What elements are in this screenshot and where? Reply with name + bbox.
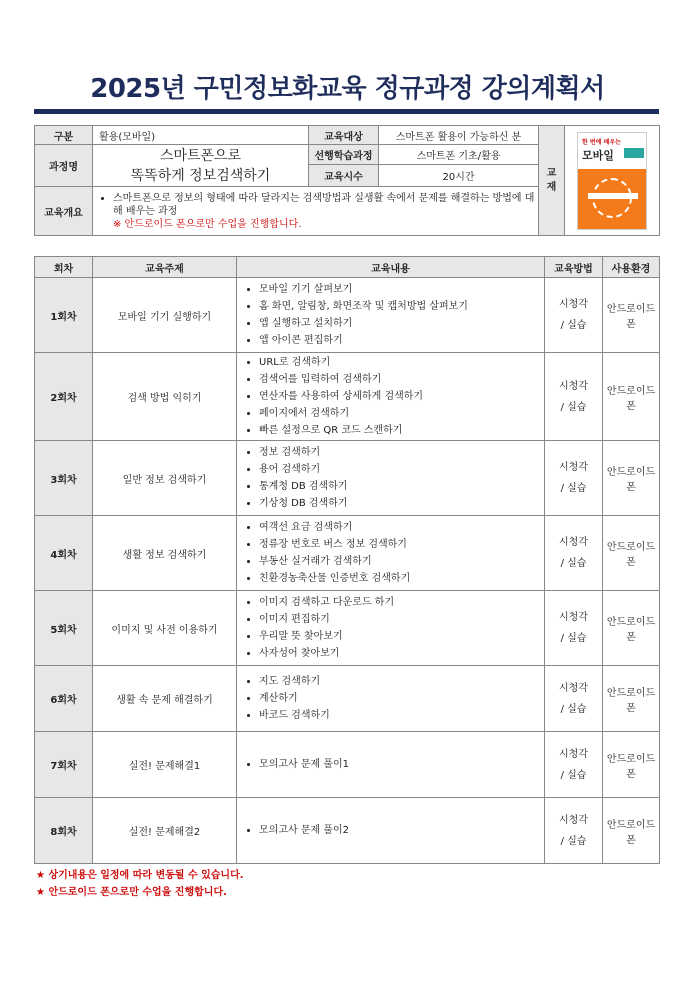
page-title: 2025년 구민정보화교육 정규과정 강의계획서 [90,74,605,104]
overview-note: ※ 안드로이드 폰으로만 수업을 진행합니다. [113,218,302,230]
content-item: • 기상청 DB 검색하기 [259,495,544,512]
schedule-row [35,353,660,441]
overview-text: • 스마트폰으로 정보의 형태에 따라 달라지는 검색방법과 실생활 속에서 문제를 해결하는 방법에 대해 배우는 과정 [113,192,538,218]
content-item: • 검색어를 입력하여 검색하기 [259,371,544,388]
header-content: 교육내용 [237,257,545,278]
session-environment: 안드로이드폰 [603,353,660,441]
session-number: 1회차 [35,278,93,353]
session-topic: 이미지 및 사전 이용하기 [93,591,237,666]
session-number: 2회차 [35,353,93,441]
session-method: 시청각 / 실습 [545,353,603,441]
target-value: 스마트폰 활용이 가능하신 분 [379,126,539,145]
overview-label: 교육개요 [35,187,93,236]
content-item: • 우리말 뜻 찾아보기 [259,628,544,645]
session-environment: 안드로이드폰 [603,591,660,666]
session-content [237,353,545,441]
schedule-row [35,441,660,516]
content-item: • 앱 실행하고 설치하기 [259,315,544,332]
content-item: • 연산자를 사용하여 상세하게 검색하기 [259,388,544,405]
session-number: 5회차 [35,591,93,666]
schedule-row [35,278,660,353]
session-content [237,591,545,666]
session-method: 시청각 / 실습 [545,278,603,353]
title-divider [34,109,659,114]
session-content [237,732,545,798]
session-topic: 생활 정보 검색하기 [93,516,237,591]
content-item: • 지도 검색하기 [259,673,544,690]
course-label: 과정명 [35,145,93,187]
content-item: • 모바일 기기 살펴보기 [259,281,544,298]
header-session: 회차 [35,257,93,278]
overview-content [93,187,539,236]
content-item: • 페이지에서 검색하기 [259,405,544,422]
session-environment: 안드로이드폰 [603,732,660,798]
session-number: 4회차 [35,516,93,591]
session-topic: 일반 정보 검색하기 [93,441,237,516]
session-method: 시청각 / 실습 [545,441,603,516]
content-item: • 빠른 설정으로 QR 코드 스캔하기 [259,422,544,439]
content-item: • 이미지 편집하기 [259,611,544,628]
schedule-row [35,666,660,732]
session-environment: 안드로이드폰 [603,798,660,864]
content-item: • 정보 검색하기 [259,444,544,461]
session-environment: 안드로이드폰 [603,666,660,732]
book-cover-image: 한 번에 배우는 모바일 [577,132,647,230]
session-content [237,441,545,516]
content-item: • 이미지 검색하고 다운로드 하기 [259,594,544,611]
session-content [237,798,545,864]
content-item: • 모의고사 문제 풀이1 [259,756,544,773]
schedule-row [35,516,660,591]
hours-label: 교육시수 [309,165,379,187]
textbook-cover [565,126,660,236]
content-item: • 사자성어 찾아보기 [259,645,544,662]
session-content [237,278,545,353]
schedule-row [35,798,660,864]
session-topic: 실전! 문제해결2 [93,798,237,864]
session-number: 7회차 [35,732,93,798]
session-topic: 생활 속 문제 해결하기 [93,666,237,732]
content-item: • 계산하기 [259,690,544,707]
prereq-value: 스마트폰 기초/활용 [379,145,539,165]
hours-value: 20시간 [379,165,539,187]
content-item: • 친환경농축산물 인증번호 검색하기 [259,570,544,587]
content-item: • 용어 검색하기 [259,461,544,478]
session-environment: 안드로이드폰 [603,441,660,516]
content-item: • 정류장 번호로 버스 정보 검색하기 [259,536,544,553]
session-method: 시청각 / 실습 [545,798,603,864]
session-topic: 검색 방법 익히기 [93,353,237,441]
session-content [237,516,545,591]
textbook-label: 교재 [539,126,565,236]
session-topic: 모바일 기기 실행하기 [93,278,237,353]
session-environment: 안드로이드폰 [603,516,660,591]
prereq-label: 선행학습과정 [309,145,379,165]
schedule-header-row [35,257,660,278]
header-method: 교육방법 [545,257,603,278]
content-item: • 모의고사 문제 풀이2 [259,822,544,839]
content-item: • 홈 화면, 알림창, 화면조작 및 캡처방법 살펴보기 [259,298,544,315]
category-label: 구분 [35,126,93,145]
content-item: • 앱 아이콘 편집하기 [259,332,544,349]
schedule-row [35,732,660,798]
header-topic: 교육주제 [93,257,237,278]
session-method: 시청각 / 실습 [545,732,603,798]
session-method: 시청각 / 실습 [545,666,603,732]
session-number: 8회차 [35,798,93,864]
content-item: • 여객선 요금 검색하기 [259,519,544,536]
footnote-android-only: ★ 안드로이드 폰으로만 수업을 진행합니다. [36,887,227,898]
header-env: 사용환경 [603,257,660,278]
session-method: 시청각 / 실습 [545,516,603,591]
session-topic: 실전! 문제해결1 [93,732,237,798]
session-number: 3회차 [35,441,93,516]
session-method: 시청각 / 실습 [545,591,603,666]
course-name: 스마트폰으로 똑똑하게 정보검색하기 [93,145,309,187]
schedule-row [35,591,660,666]
content-item: • 통계청 DB 검색하기 [259,478,544,495]
schedule-table [34,256,660,864]
content-item: • URL로 검색하기 [259,354,544,371]
session-content [237,666,545,732]
footnote-schedule-change: ★ 상기내용은 일정에 따라 변동될 수 있습니다. [36,870,244,881]
content-item: • 바코드 검색하기 [259,707,544,724]
category-value: 활용(모바일) [93,126,309,145]
session-environment: 안드로이드폰 [603,278,660,353]
course-info-table [34,125,660,236]
session-number: 6회차 [35,666,93,732]
content-item: • 부동산 실거래가 검색하기 [259,553,544,570]
target-label: 교육대상 [309,126,379,145]
